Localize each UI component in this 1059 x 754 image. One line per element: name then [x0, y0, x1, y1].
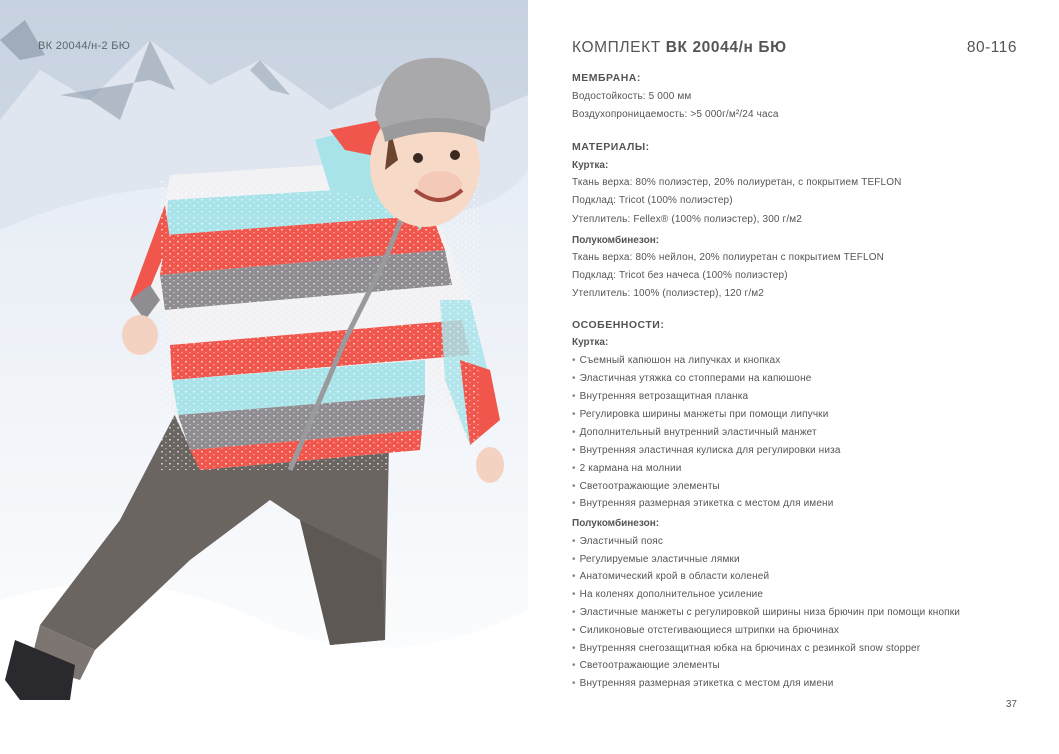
materials-jacket-heading: Куртка:: [572, 160, 609, 171]
membrane-heading: МЕМБРАНА:: [572, 72, 641, 84]
materials-line: Ткань верха: 80% полиэстер, 20% полиуретан, с покрытием TEFLON: [572, 177, 902, 188]
bullet-icon: •: [572, 373, 576, 384]
materials-line: Подклад: Tricot без начеса (100% полиэстер): [572, 270, 788, 281]
bullet-icon: •: [572, 463, 576, 474]
bullet-icon: •: [572, 660, 576, 671]
title-code: ВК 20044/н БЮ: [665, 39, 787, 56]
list-item: • 2 кармана на молнии: [572, 463, 682, 474]
list-item: • Эластичные манжеты с регулировкой ширины низа брючин при помощи кнопки: [572, 607, 960, 618]
bullet-icon: •: [572, 589, 576, 600]
bullet-icon: •: [572, 625, 576, 636]
bullet-icon: •: [572, 678, 576, 689]
membrane-line: Воздухопроницаемость: >5 000г/м²/24 часа: [572, 109, 779, 120]
bullet-icon: •: [572, 427, 576, 438]
bullet-icon: •: [572, 409, 576, 420]
list-item: • Внутренняя эластичная кулиска для регулировки низа: [572, 445, 841, 456]
materials-line: Подклад: Tricot (100% полиэстер): [572, 195, 733, 206]
list-item: • Регулировка ширины манжеты при помощи липучки: [572, 409, 829, 420]
list-item: • На коленях дополнительное усиление: [572, 589, 764, 600]
list-item: • Эластичный пояс: [572, 536, 663, 547]
materials-heading: МАТЕРИАЛЫ:: [572, 141, 650, 153]
list-item: • Внутренняя снегозащитная юбка на брючинах с резинкой snow stopper: [572, 643, 921, 654]
materials-line: Утеплитель: Fellex® (100% полиэстер), 300 г/м2: [572, 214, 803, 225]
list-item: • Светоотражающие элементы: [572, 660, 720, 671]
bullet-icon: •: [572, 445, 576, 456]
features-heading: ОСОБЕННОСТИ:: [572, 319, 665, 331]
features-jacket-heading: Куртка:: [572, 337, 609, 348]
list-item: • Силиконовые отстегивающиеся штрипки на брючинах: [572, 625, 840, 636]
materials-line: Ткань верха: 80% нейлон, 20% полиуретан с покрытием TEFLON: [572, 252, 884, 263]
bullet-icon: •: [572, 571, 576, 582]
membrane-line: Водостойкость: 5 000 мм: [572, 91, 692, 102]
list-item: • Внутренняя размерная этикетка с местом для имени: [572, 678, 834, 689]
size-range: 80-116: [966, 39, 1017, 56]
product-spec-panel: [572, 0, 1022, 754]
list-item: • Светоотражающие элементы: [572, 481, 720, 492]
materials-overall-heading: Полукомбинезон:: [572, 235, 660, 246]
bullet-icon: •: [572, 536, 576, 547]
features-overall-heading: Полукомбинезон:: [572, 518, 660, 529]
page-number: 37: [1005, 699, 1017, 710]
list-item: • Регулируемые эластичные лямки: [572, 554, 740, 565]
materials-line: Утеплитель: 100% (полиэстер), 120 г/м2: [572, 288, 764, 299]
product-photo: [0, 0, 528, 754]
bullet-icon: •: [572, 554, 576, 565]
bullet-icon: •: [572, 481, 576, 492]
title-prefix: КОМПЛЕКТ: [572, 39, 661, 56]
bullet-icon: •: [572, 391, 576, 402]
bullet-icon: •: [572, 498, 576, 509]
list-item: • Съемный капюшон на липучках и кнопках: [572, 355, 781, 366]
bullet-icon: •: [572, 643, 576, 654]
list-item: • Анатомический крой в области коленей: [572, 571, 770, 582]
child-in-snow-illustration: [0, 0, 528, 754]
list-item: • Дополнительный внутренний эластичный манжет: [572, 427, 817, 438]
bullet-icon: •: [572, 355, 576, 366]
list-item: • Эластичная утяжка со стопперами на капюшоне: [572, 373, 812, 384]
list-item: • Внутренняя ветрозащитная планка: [572, 391, 749, 402]
bullet-icon: •: [572, 607, 576, 618]
photo-article-code: ВК 20044/н-2 БЮ: [38, 40, 131, 52]
page-title: [572, 39, 787, 57]
list-item: • Внутренняя размерная этикетка с местом для имени: [572, 498, 834, 509]
